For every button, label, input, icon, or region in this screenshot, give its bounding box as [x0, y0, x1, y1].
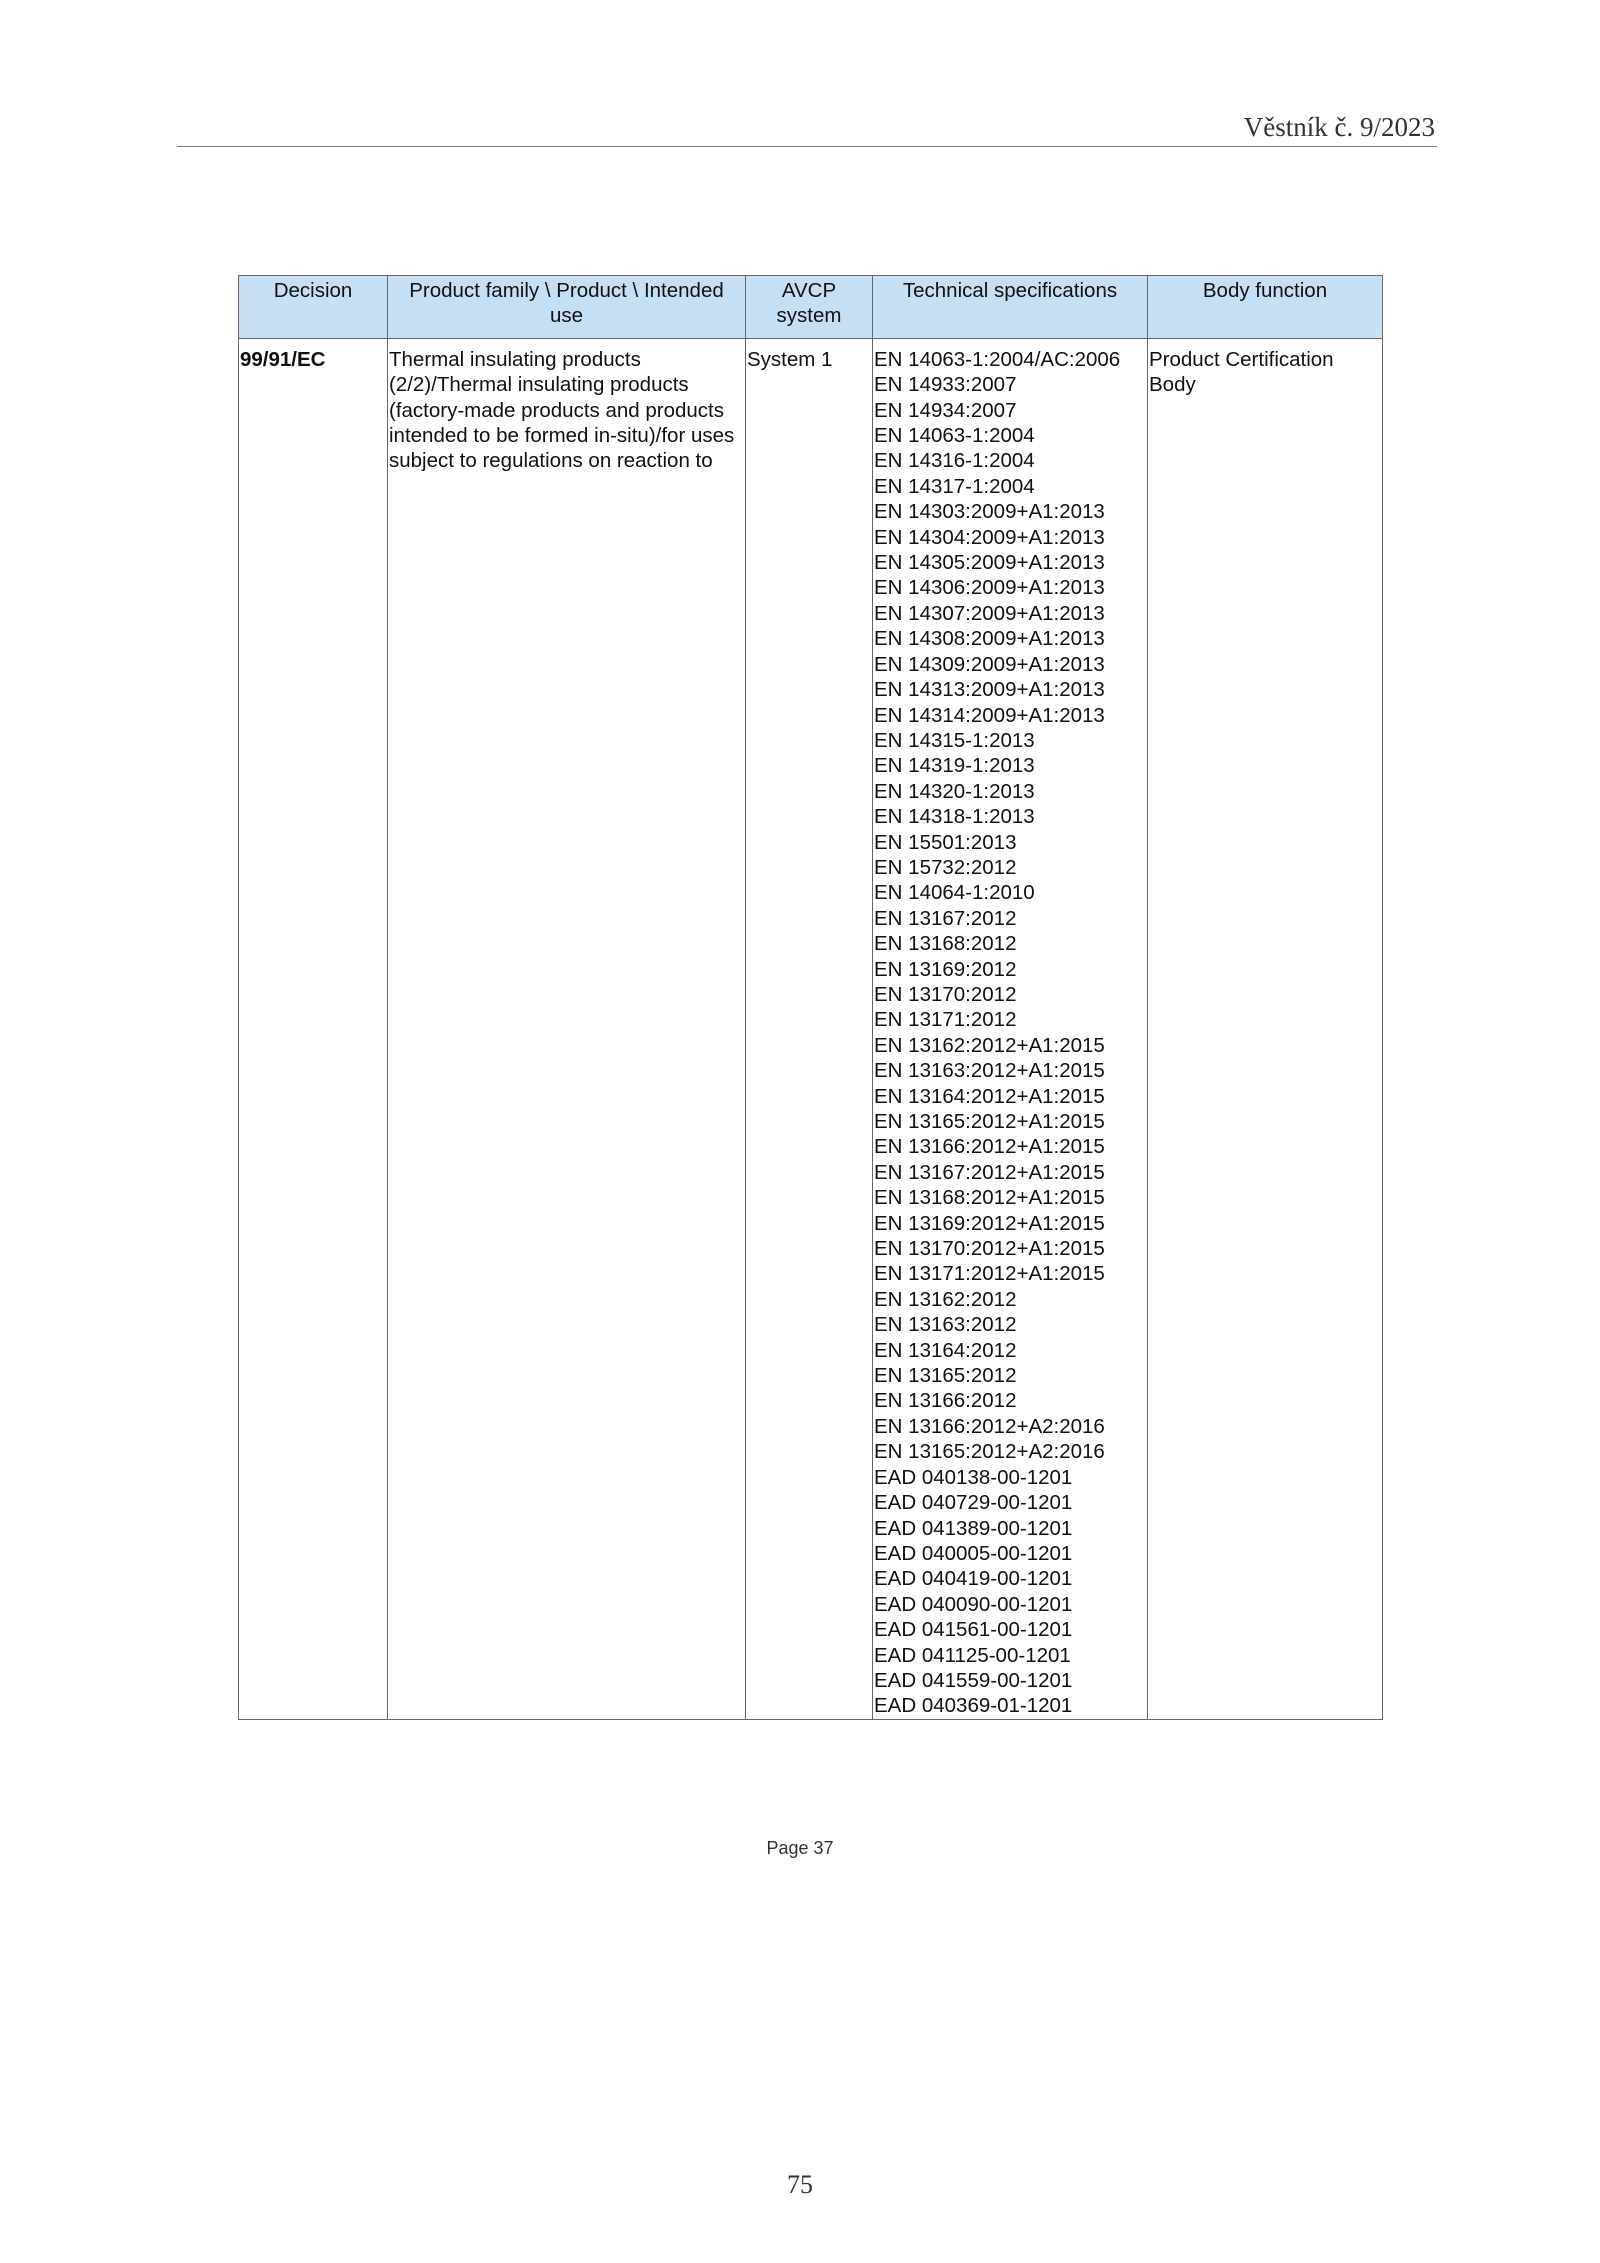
avcp-system-cell: System 1 — [746, 345, 873, 1719]
specification-item: EN 13168:2012+A1:2015 — [874, 1186, 1105, 1210]
table-row — [239, 345, 1383, 1719]
specification-item: EN 13166:2012+A2:2016 — [874, 1414, 1105, 1438]
technical-specifications-cell — [873, 345, 1148, 1719]
specification-item: EN 13166:2012+A1:2015 — [874, 1135, 1105, 1159]
specification-item: EN 14319-1:2013 — [874, 754, 1035, 778]
specification-item: EN 14309:2009+A1:2013 — [874, 652, 1105, 676]
specification-item: EN 14063-1:2004 — [874, 424, 1035, 448]
specification-item: EAD 040005-00-1201 — [874, 1541, 1073, 1565]
specification-item: EN 13164:2012 — [874, 1338, 1017, 1362]
column-header-body-function: Body function — [1148, 276, 1383, 339]
specification-item: EAD 041561-00-1201 — [874, 1618, 1073, 1642]
specification-item: EN 13165:2012+A2:2016 — [874, 1440, 1105, 1464]
column-header-decision: Decision — [239, 276, 388, 339]
specification-item: EN 13163:2012+A1:2015 — [874, 1059, 1105, 1083]
specification-item: EN 13168:2012 — [874, 932, 1017, 956]
journal-issue-header: Věstník č. 9/2023 — [1243, 112, 1435, 142]
specification-item: EAD 040090-00-1201 — [874, 1592, 1073, 1616]
specification-item: EN 14317-1:2004 — [874, 474, 1035, 498]
header-rule — [177, 146, 1437, 147]
specification-item: EN 14306:2009+A1:2013 — [874, 576, 1105, 600]
specification-item: EN 13169:2012 — [874, 957, 1017, 981]
specification-item: EN 14315-1:2013 — [874, 728, 1035, 752]
product-family-cell: Thermal insulating products (2/2)/Thermal insulating products (factory-made products and products intended to be formed in-situ)/for uses subject to regulations on reaction to — [388, 345, 746, 1719]
specification-item: EN 14303:2009+A1:2013 — [874, 500, 1105, 524]
specification-item: EN 14316-1:2004 — [874, 449, 1035, 473]
specification-item: EN 13166:2012 — [874, 1389, 1017, 1413]
specification-item: EN 14318-1:2013 — [874, 805, 1035, 829]
body-function-cell: Product Certification Body — [1148, 345, 1383, 1719]
specification-item: EN 13165:2012+A1:2015 — [874, 1110, 1105, 1133]
specification-item: EN 13162:2012+A1:2015 — [874, 1033, 1105, 1057]
decision-cell: 99/91/EC — [239, 345, 388, 1719]
specification-item: EN 15732:2012 — [874, 855, 1017, 879]
specification-item: EN 14063-1:2004/AC:2006 — [874, 347, 1121, 371]
specification-item: EN 13163:2012 — [874, 1313, 1017, 1337]
column-header-technical-specifications: Technical specifications — [873, 276, 1148, 339]
specifications-table — [238, 275, 1383, 1720]
specification-item: EN 14305:2009+A1:2013 — [874, 551, 1105, 575]
column-header-avcp-system: AVCP system — [746, 276, 873, 339]
specification-item: EN 13165:2012 — [874, 1364, 1017, 1388]
specification-item: EN 14307:2009+A1:2013 — [874, 601, 1105, 625]
specification-item: EAD 041559-00-1201 — [874, 1668, 1073, 1692]
specification-item: EN 13170:2012 — [874, 982, 1017, 1006]
specification-item: EN 14064-1:2010 — [874, 881, 1035, 905]
column-header-product-family: Product family \ Product \ Intended use — [388, 276, 746, 339]
page-label: Page 37 — [766, 1838, 834, 1858]
specification-item: EAD 040369-01-1201 — [874, 1694, 1073, 1718]
specification-item: EN 13170:2012+A1:2015 — [874, 1237, 1105, 1261]
specification-item: EN 14313:2009+A1:2013 — [874, 678, 1105, 702]
specification-item: EN 13169:2012+A1:2015 — [874, 1211, 1105, 1235]
specification-item: EN 14934:2007 — [874, 398, 1017, 422]
specification-item: EN 14314:2009+A1:2013 — [874, 703, 1105, 727]
specification-item: EN 14308:2009+A1:2013 — [874, 627, 1105, 651]
specification-item: EAD 040419-00-1201 — [874, 1567, 1073, 1591]
specification-item: EAD 041389-00-1201 — [874, 1516, 1073, 1540]
table-header-row — [239, 276, 1383, 339]
specification-item: EN 14320-1:2013 — [874, 779, 1035, 803]
specification-item: EAD 040138-00-1201 — [874, 1465, 1073, 1489]
specification-item: EN 13162:2012 — [874, 1287, 1017, 1311]
specification-item: EN 13171:2012+A1:2015 — [874, 1262, 1105, 1286]
page-number: 75 — [787, 2170, 813, 2199]
specification-item: EN 14933:2007 — [874, 373, 1017, 397]
specification-item: EN 13167:2012 — [874, 906, 1017, 930]
specification-item: EN 13164:2012+A1:2015 — [874, 1084, 1105, 1108]
specification-item: EN 13167:2012+A1:2015 — [874, 1160, 1105, 1184]
specification-item: EN 15501:2013 — [874, 830, 1017, 854]
specification-item: EAD 040729-00-1201 — [874, 1491, 1073, 1515]
specification-item: EN 14304:2009+A1:2013 — [874, 525, 1105, 549]
specification-item: EAD 041125-00-1201 — [874, 1643, 1071, 1667]
specification-item: EN 13171:2012 — [874, 1008, 1017, 1032]
